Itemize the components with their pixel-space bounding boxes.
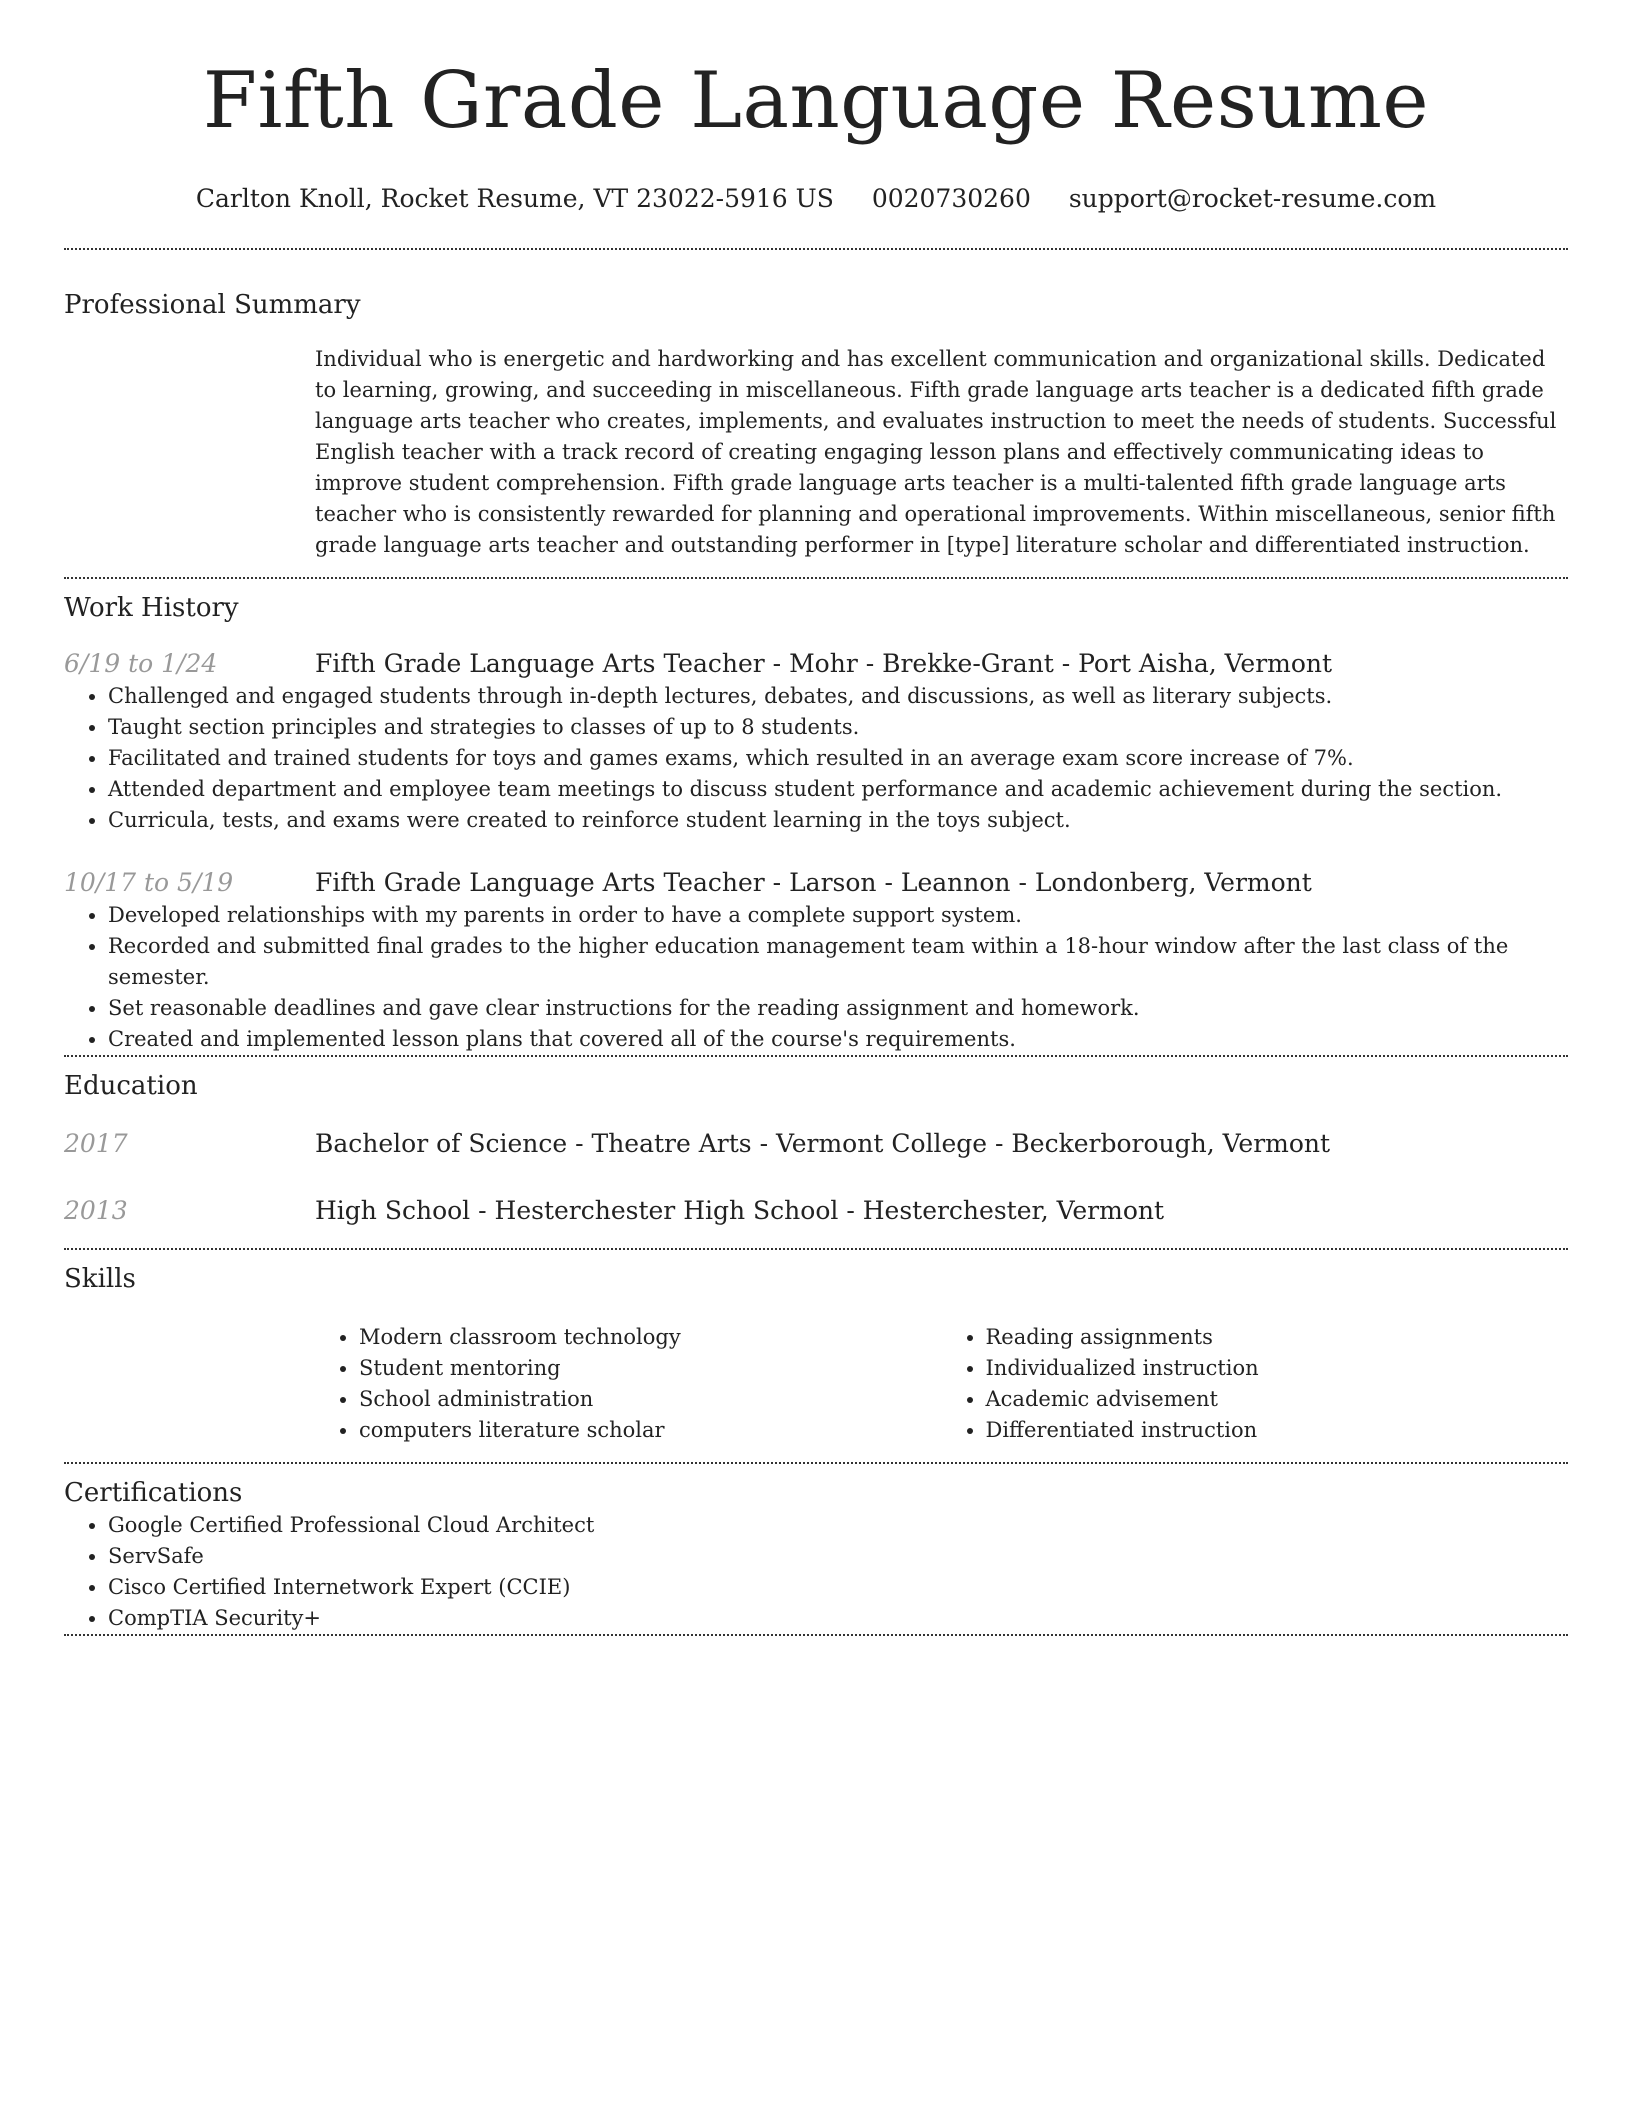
section-title-education: Education (64, 1071, 198, 1101)
list-item: • Modern classroom technology (359, 1322, 942, 1353)
list-item: • Recorded and submitted final grades to the higher education management team within a 18-hour window after the last class of the semester. (108, 931, 1568, 993)
education-section (64, 1069, 1568, 1228)
list-item: • Academic advisement (986, 1384, 1569, 1415)
job-dates: 10/17 to 5/19 (64, 868, 234, 897)
list-item: • Differentiated instruction (986, 1415, 1569, 1446)
list-item: • Curricula, tests, and exams were created to reinforce student learning in the toys subject. (108, 805, 1568, 836)
contact-phone: 0020730260 (871, 184, 1031, 213)
summary-text: Individual who is energetic and hardworking and has excellent communication and organizational skills. Dedicated to learning, growing, and succeeding in miscellaneous. Fifth grade language arts teacher is a dedicated fifth grade language arts teacher who creates, implements, and evaluates instruction to meet the needs of students. Successful English teacher with a track record of creating engaging lesson plans and effectively communicating ideas to improve student comprehension. Fifth grade language arts teacher is a multi-talented fifth grade language arts teacher who is consistently rewarded for planning and operational improvements. Within miscellaneous, senior fifth grade language arts teacher and outstanding performer in [type] literature scholar and differentiated instruction. (315, 347, 1557, 557)
divider (64, 1634, 1568, 1636)
list-item: • Individualized instruction (986, 1353, 1569, 1384)
list-item: • Set reasonable deadlines and gave clear instructions for the reading assignment and homework. (108, 993, 1568, 1024)
summary-section (64, 288, 1568, 561)
list-item: • computers literature scholar (359, 1415, 942, 1446)
work-section (64, 591, 1568, 1055)
job-heading: Fifth Grade Language Arts Teacher - Mohr - Brekke-Grant - Port Aisha, Vermont (315, 649, 1333, 678)
list-item: • CompTIA Security+ (108, 1603, 1568, 1634)
skills-columns (315, 1322, 1568, 1446)
list-item: • Google Certified Professional Cloud Architect (108, 1510, 1568, 1541)
education-heading: Bachelor of Science - Theatre Arts - Vermont College - Beckerborough, Vermont (315, 1129, 1331, 1158)
list-item: • Attended department and employee team meetings to discuss student performance and academic achievement during the section. (108, 774, 1568, 805)
resume-name: Fifth Grade Language Resume (202, 56, 1430, 146)
list-item: • Developed relationships with my parents in order to have a complete support system. (108, 900, 1568, 931)
job-bullets (64, 900, 1568, 1055)
list-item: • Challenged and engaged students through in-depth lectures, debates, and discussions, as well as literary subjects. (108, 681, 1568, 712)
education-year: 2017 (64, 1129, 128, 1158)
job-dates: 6/19 to 1/24 (64, 649, 218, 678)
education-year: 2013 (64, 1196, 128, 1225)
list-item: • Reading assignments (986, 1322, 1569, 1353)
divider (64, 577, 1568, 579)
section-title-work: Work History (64, 593, 239, 623)
education-heading: High School - Hesterchester High School - Hesterchester, Vermont (315, 1196, 1165, 1225)
education-entry (64, 1127, 1568, 1161)
job-heading: Fifth Grade Language Arts Teacher - Larson - Leannon - Londonberg, Vermont (315, 868, 1312, 897)
divider (64, 248, 1568, 250)
job-entry (64, 866, 1568, 900)
list-item: • Created and implemented lesson plans that covered all of the course's requirements. (108, 1024, 1568, 1055)
section-title-certifications: Certifications (64, 1478, 243, 1508)
divider (64, 1055, 1568, 1057)
section-title-summary: Professional Summary (64, 290, 361, 320)
contact-email[interactable]: support@rocket-resume.com (1068, 184, 1437, 213)
education-entry (64, 1194, 1568, 1228)
section-title-skills: Skills (64, 1264, 136, 1294)
list-item: • ServSafe (108, 1541, 1568, 1572)
certifications-section (64, 1476, 1568, 1634)
certifications-list (64, 1510, 1568, 1634)
skills-section (64, 1262, 1568, 1446)
list-item: • Facilitated and trained students for toys and games exams, which resulted in an average exam score increase of 7%. (108, 743, 1568, 774)
list-item: • School administration (359, 1384, 942, 1415)
skills-list-left (315, 1322, 942, 1446)
divider (64, 1462, 1568, 1464)
skills-list-right (942, 1322, 1569, 1446)
job-bullets (64, 681, 1568, 836)
job-entry (64, 647, 1568, 681)
list-item: • Cisco Certified Internetwork Expert (CCIE) (108, 1572, 1568, 1603)
divider (64, 1248, 1568, 1250)
list-item: • Student mentoring (359, 1353, 942, 1384)
contact-line (64, 182, 1568, 216)
contact-address: Carlton Knoll, Rocket Resume, VT 23022-5916 US (195, 184, 834, 213)
list-item: • Taught section principles and strategies to classes of up to 8 students. (108, 712, 1568, 743)
